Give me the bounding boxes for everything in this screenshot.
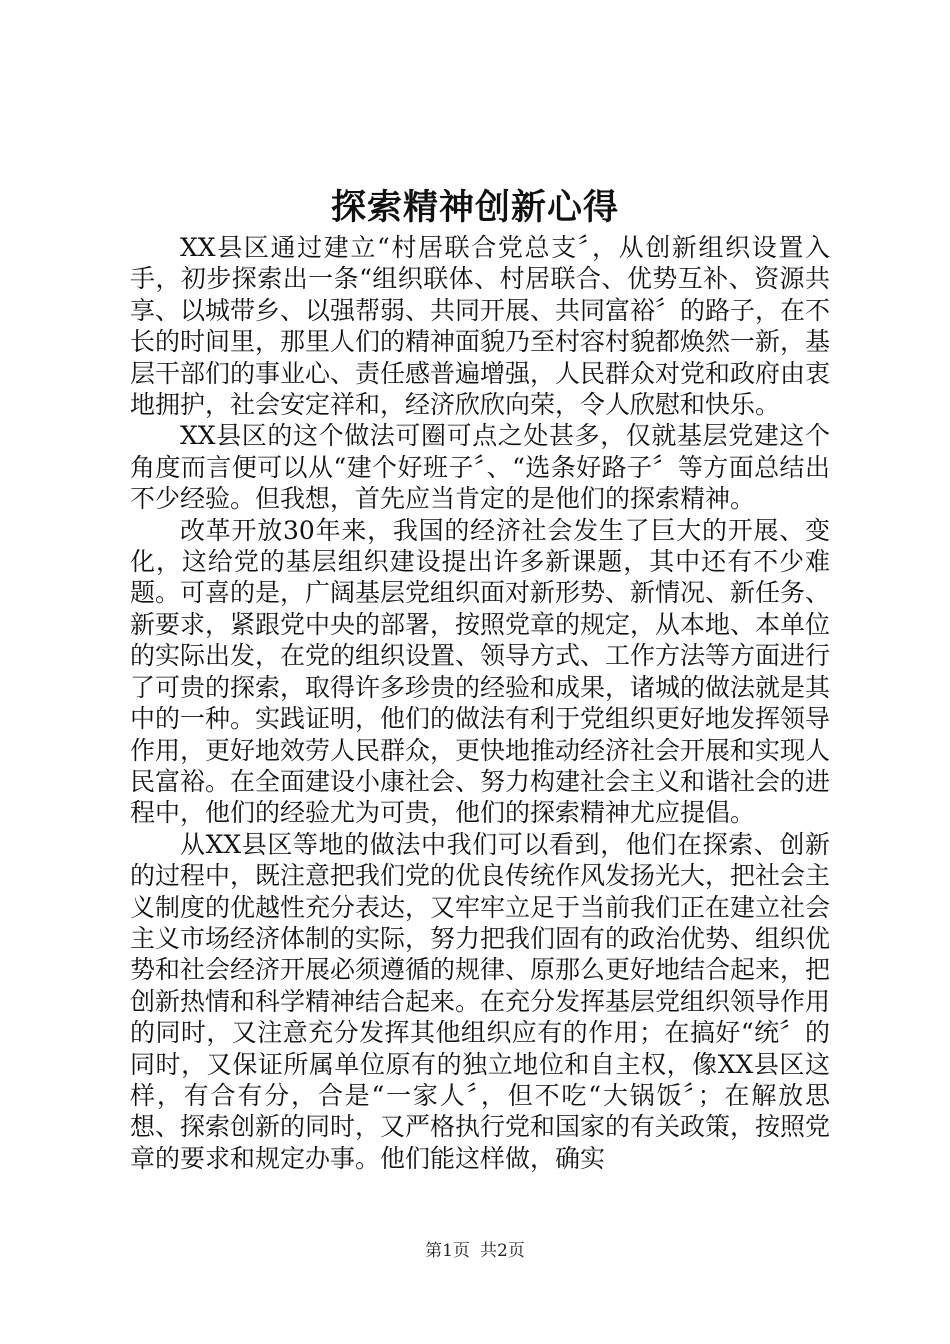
page-total: 共2页 [480,1241,525,1261]
paragraph-3: 改革开放30年来，我国的经济社会发生了巨大的开展、变化，这给党的基层组织建设提出许多新课题，其中还有不少难题。可喜的是，广阔基层党组织面对新形势、新情况、新任务、新要求，紧跟党中央的部署，按照党章的规定，从本地、本单位的实际出发，在党的组织设置、领导方式、工作方法等方面进行了可贵的探索，取得许多珍贵的经验和成果，诸城的做法就是其中的一种。实践证明，他们的做法有利于党组织更好地发挥领导作用，更好地效劳人民群众，更快地推动经济社会开展和实现人民富裕。在全面建设小康社会、努力构建社会主义和谐社会的进程中，他们的经验尤为可贵，他们的探索精神尤应提倡。 [130,515,831,828]
document-body [130,232,830,1174]
page-footer [0,1240,950,1262]
paragraph-4: 从XX县区等地的做法中我们可以看到，他们在探索、创新的过程中，既注意把我们党的优良传统作风发扬光大，把社会主义制度的优越性充分表达，又牢牢立足于当前我们正在建立社会主义市场经济体制的实际，努力把我们固有的政治优势、组织优势和社会经济开展必须遵循的规律、原那么更好地结合起来，把创新热情和科学精神结合起来。在充分发挥基层党组织领导作用的同时，又注意充分发挥其他组织应有的作用；在搞好“统〞的同时，又保证所属单位原有的独立地位和自主权，像XX县区这样，有合有分，合是“一家人〞，但不吃“大锅饭〞；在解放思想、探索创新的同时，又严格执行党和国家的有关政策，按照党章的要求和规定办事。他们能这样做，确实 [130,829,831,1173]
document-title: 探索精神创新心得 [330,187,619,228]
paragraph-1: XX县区通过建立“村居联合党总支〞，从创新组织设置入手，初步探索出一条“组织联体、村居联合、优势互补、资源共享、以城带乡、以强帮弱、共同开展、共同富裕〞的路子，在不长的时间里，那里人们的精神面貌乃至村容村貌都焕然一新，基层干部们的事业心、责任感普遍增强，人民群众对党和政府由衷地拥护，社会安定祥和，经济欣欣向荣，令人欣慰和快乐。 [130,233,831,420]
paragraph-2: XX县区的这个做法可圈可点之处甚多，仅就基层党建这个角度而言便可以从“建个好班子〞、“选条好路子〞等方面总结出不少经验。但我想，首先应当肯定的是他们的探索精神。 [130,421,830,514]
page-number: 第1页 [425,1241,470,1261]
